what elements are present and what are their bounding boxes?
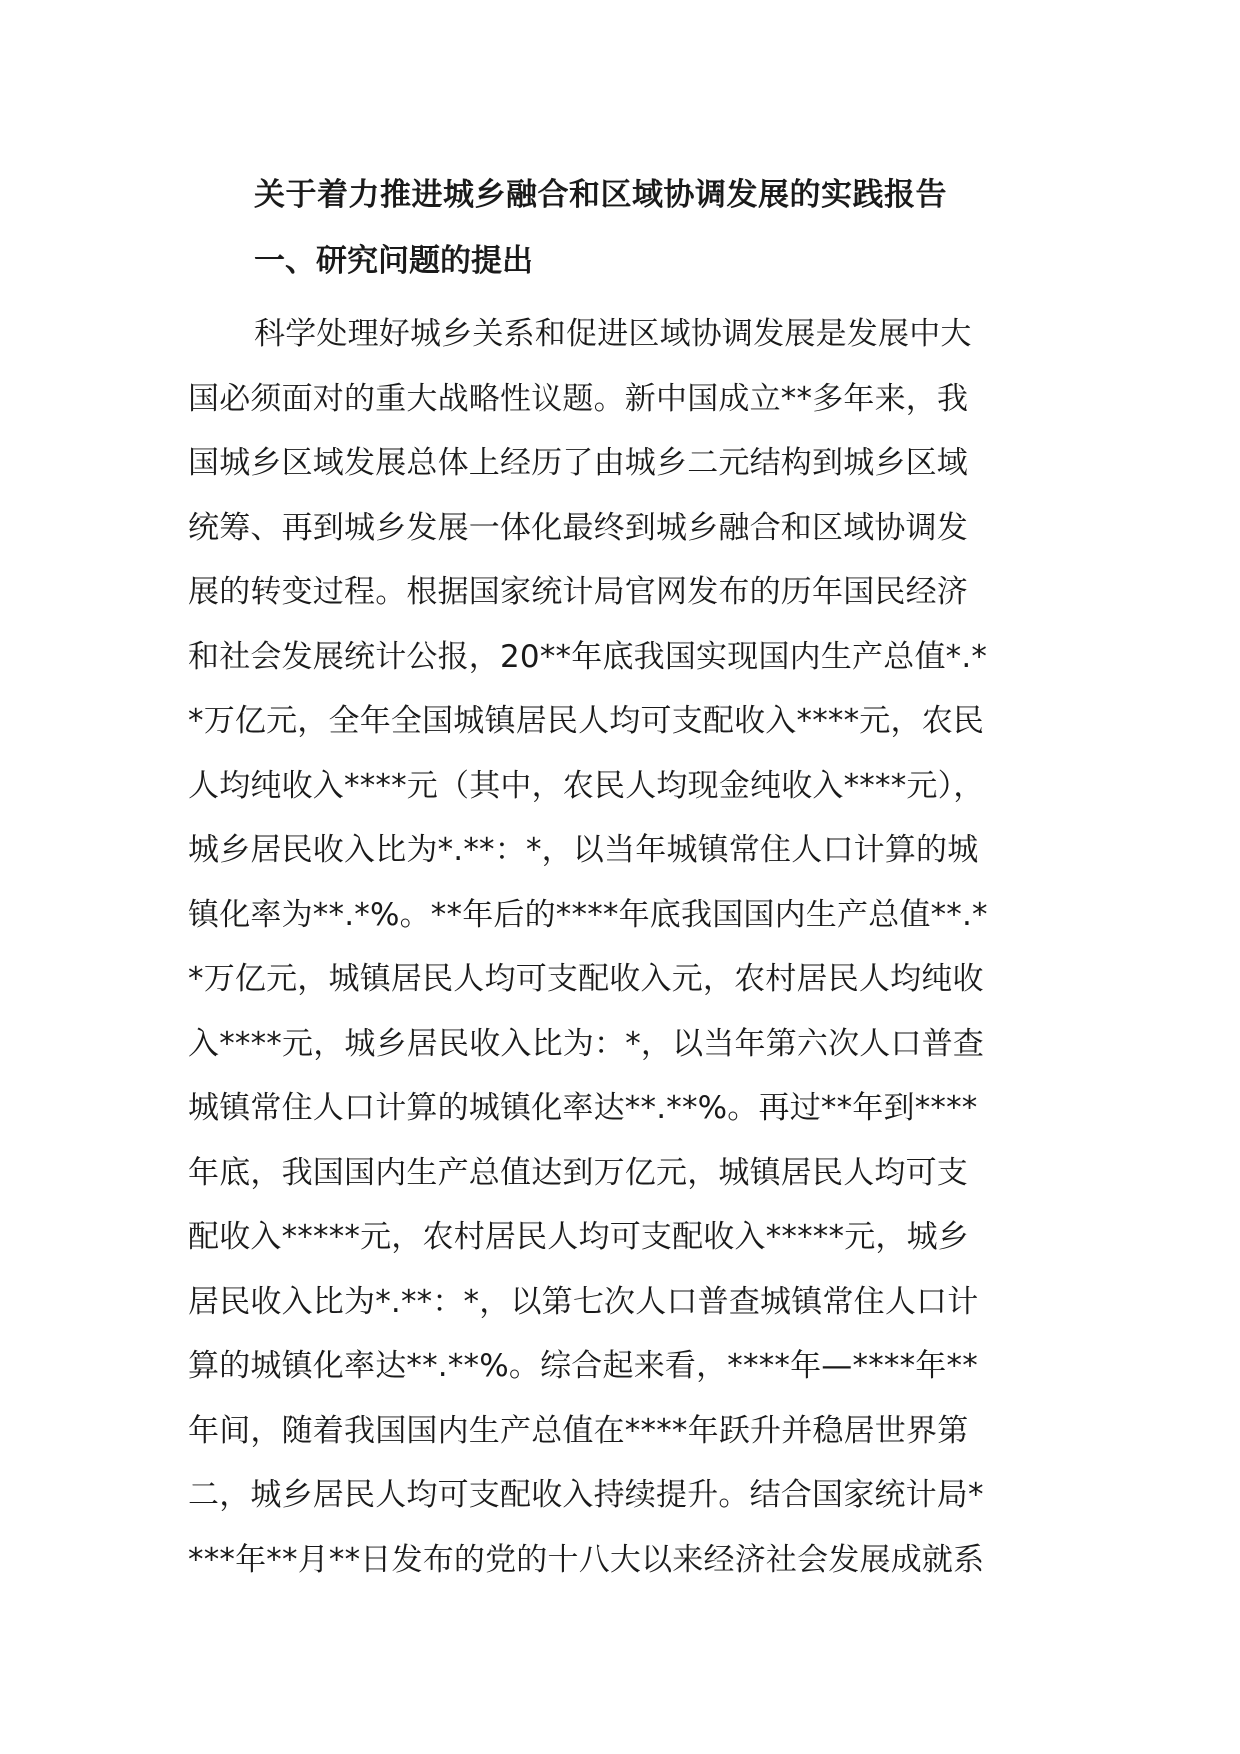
paragraph-line: 镇化率为**.*%。**年后的****年底我国国内生产总值**.* bbox=[188, 896, 988, 933]
paragraph-line: 配收入*****元，农村居民人均可支配收入*****元，城乡 bbox=[188, 1219, 969, 1255]
paragraph-line: 国必须面对的重大战略性议题。新中国成立**多年来，我 bbox=[188, 380, 969, 417]
paragraph-line: 入****元，城乡居民收入比为：*，以当年第六次人口普查 bbox=[188, 1025, 985, 1062]
paragraph-line: 和社会发展统计公报，20**年底我国实现国内生产总值*.* bbox=[188, 638, 988, 675]
paragraph-line: 居民收入比为*.**：*，以第七次人口普查城镇常住人口计 bbox=[188, 1283, 979, 1320]
section-heading: 一、研究问题的提出 bbox=[254, 243, 533, 279]
paragraph-line: 年底，我国国内生产总值达到万亿元，城镇居民人均可支 bbox=[188, 1154, 968, 1191]
paragraph-line: *万亿元，全年全国城镇居民人均可支配收入****元，农民 bbox=[188, 703, 985, 739]
document-title: 关于着力推进城乡融合和区域协调发展的实践报告 bbox=[254, 177, 947, 213]
paragraph-line: 年间，随着我国国内生产总值在****年跃升并稳居世界第 bbox=[188, 1412, 969, 1449]
paragraph-line: 二，城乡居民人均可支配收入持续提升。结合国家统计局* bbox=[188, 1477, 984, 1513]
paragraph-line: *万亿元，城镇居民人均可支配收入元，农村居民人均纯收 bbox=[188, 961, 984, 997]
paragraph-line: 城镇常住人口计算的城镇化率达**.**%。再过**年到**** bbox=[188, 1090, 978, 1126]
paragraph-line: ***年**月**日发布的党的十八大以来经济社会发展成就系 bbox=[188, 1541, 985, 1578]
paragraph-line: 国城乡区域发展总体上经历了由城乡二元结构到城乡区域 bbox=[188, 445, 968, 481]
paragraph-line: 统筹、再到城乡发展一体化最终到城乡融合和区域协调发 bbox=[188, 509, 968, 546]
body-paragraph bbox=[188, 302, 1068, 1592]
paragraph-line: 展的转变过程。根据国家统计局官网发布的历年国民经济 bbox=[188, 574, 968, 610]
paragraph-line: 城乡居民收入比为*.**：*，以当年城镇常住人口计算的城 bbox=[188, 832, 979, 868]
paragraph-line: 科学处理好城乡关系和促进区域协调发展是发展中大 bbox=[254, 316, 972, 352]
paragraph-line: 人均纯收入****元（其中，农民人均现金纯收入****元）， bbox=[188, 767, 985, 804]
paragraph-line: 算的城镇化率达**.**%。综合起来看，****年—****年** bbox=[188, 1348, 978, 1384]
